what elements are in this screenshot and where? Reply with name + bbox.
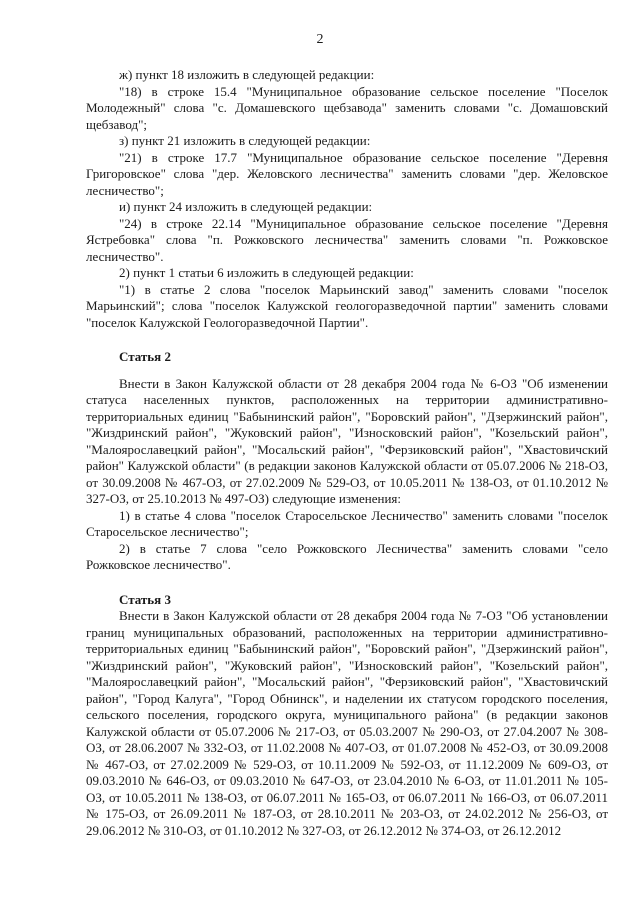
amendment-item: "1) в статье 2 слова "поселок Марьинский завод" заменить словами "поселок Марьинский"; слова "поселок Калужской геологоразведочной партии" заменить словами "поселок Калужской Геологоразведочной Партии". [86,281,608,330]
amendment-item: з) пункт 21 изложить в следующей редакции: [119,133,371,148]
article-3-heading: Статья 3 [119,591,171,607]
article-3 [86,592,608,840]
amendment-item: 2) в статье 7 слова "село Рожковского Лесничества" заменить словами "село Рожковское лесничество". [86,540,608,572]
article-2 [86,349,608,574]
article-2-intro: Внести в Закон Калужской области от 28 декабря 2004 года № 6-ОЗ "Об изменении статуса населенных пунктов, расположенных на территории административно-территориальных единиц "Бабынинский район", "Боровский район", "Дзержинский район", "Жиздринский район", "Жуковский район", "Износковский район", "Козельский район", "Малоярославецкий район", "Мосальский район", "Ферзиковский район", "Хвастовичский район" Калужской области" (в редакции законов Калужской области от 05.07.2006 № 218-ОЗ, от 30.09.2008 № 467-ОЗ, от 27.02.2009 № 529-ОЗ, от 10.05.2011 № 138-ОЗ, от 01.10.2012 № 327-ОЗ, от 25.10.2013 № 497-ОЗ) следующие изменения: [86,375,608,506]
document-body [86,67,608,839]
amendment-list-continued [86,67,608,331]
amendment-item: "18) в строке 15.4 "Муниципальное образование сельское поселение "Поселок Молодежный" слова "с. Домашевского щебзавода" заменить словами "с. Домашовский щебзавод"; [86,83,608,132]
amendment-item: "21) в строке 17.7 "Муниципальное образование сельское поселение "Деревня Григоровское" слова "дер. Желовского лесничества" заменить словами "дер. Желовское лесничество"; [86,149,608,198]
amendment-item: и) пункт 24 изложить в следующей редакции: [119,199,373,214]
page-number: 2 [316,32,324,47]
amendment-item: 1) в статье 4 слова "поселок Старосельское Лесничество" заменить словами "поселок Старосельское лесничество"; [86,507,608,539]
amendment-item: "24) в строке 22.14 "Муниципальное образование сельское поселение "Деревня Ястребовка" слова "п. Рожковского лесничества" заменить словами "п. Рожковское лесничество". [86,215,608,264]
amendment-item: 2) пункт 1 статьи 6 изложить в следующей редакции: [119,265,414,280]
article-2-heading: Статья 2 [119,349,171,364]
article-3-intro: Внести в Закон Калужской области от 28 декабря 2004 года № 7-ОЗ "Об установлении границ муниципальных образований, расположенных на территории административно-территориальных единиц "Бабынинский район", "Боровский район", "Дзержинский район", "Жиздринский район", "Жуковский район", "Износковский район", "Козельский район", "Малоярославецкий район", "Мосальский район", "Ферзиковский район", "Хвастовичский район", "Город Калуга", "Город Обнинск", и наделении их статусом городского поселения, сельского поселения, городского округа, муниципального района" (в редакции законов Калужской области от 05.07.2006 № 217-ОЗ, от 05.03.2007 № 290-ОЗ, от 27.04.2007 № 308-ОЗ, от 28.06.2007 № 332-ОЗ, от 11.02.2008 № 407-ОЗ, от 01.07.2008 № 452-ОЗ, от 30.09.2008 № 467-ОЗ, от 27.02.2009 № 529-ОЗ, от 10.11.2009 № 592-ОЗ, от 11.12.2009 № 609-ОЗ, от 09.03.2010 № 646-ОЗ, от 09.03.2010 № 647-ОЗ, от 23.04.2010 № 6-ОЗ, от 11.01.2011 № 105-ОЗ, от 10.05.2011 № 138-ОЗ, от 06.07.2011 № 165-ОЗ, от 06.07.2011 № 166-ОЗ, от 06.07.2011 № 175-ОЗ, от 26.09.2011 № 187-ОЗ, от 28.10.2011 № 203-ОЗ, от 24.02.2012 № 256-ОЗ, от 29.06.2012 № 310-ОЗ, от 01.10.2012 № 327-ОЗ, от 26.12.2012 № 374-ОЗ, от 26.12.2012 [86,608,608,838]
amendment-item: ж) пункт 18 изложить в следующей редакции: [119,67,375,82]
